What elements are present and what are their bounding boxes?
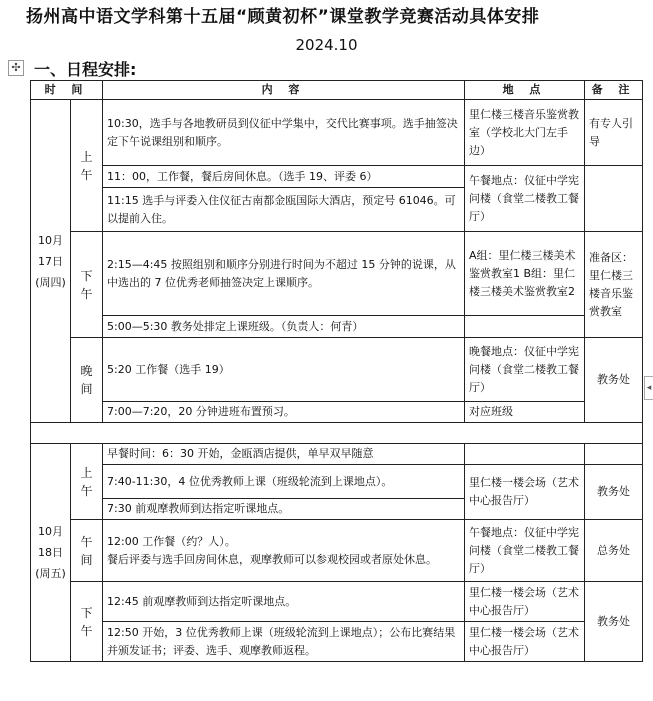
period-label: 下午 — [71, 232, 103, 338]
period-label: 下午 — [71, 582, 103, 662]
day-label: 10月17日(周四) — [31, 100, 71, 423]
table-row — [31, 338, 643, 402]
table-cell: 里仁楼三楼音乐鉴赏教室（学校北大门左手边） — [465, 100, 585, 166]
table-cell: 7:40-11:30，4 位优秀教师上课（班级轮流到上课地点）。 — [103, 465, 465, 499]
table-cell: 教务处 — [585, 465, 643, 520]
header-note: 备 注 — [585, 81, 643, 100]
table-cell — [585, 166, 643, 232]
table-cell: 总务处 — [585, 520, 643, 582]
table-row — [31, 316, 643, 338]
table-row — [31, 100, 643, 166]
table-cell: 教务处 — [585, 338, 643, 423]
period-label: 晚间 — [71, 338, 103, 423]
table-header-row — [31, 81, 643, 100]
table-cell — [585, 444, 643, 465]
table-row — [31, 520, 643, 582]
table-cell: 晚餐地点：仪征中学宪问楼（食堂二楼教工餐厅） — [465, 338, 585, 402]
day-label: 10月18日(周五) — [31, 444, 71, 662]
header-time: 时 间 — [31, 81, 103, 100]
table-row — [31, 465, 643, 499]
table-cell: 教务处 — [585, 582, 643, 662]
separator-row — [31, 423, 643, 444]
noon-meal-text: 12:00 工作餐（约？人）。 — [107, 534, 236, 548]
section-heading: 一、日程安排: — [34, 60, 137, 79]
table-cell: 11:15 选手与评委入住仪征古南都金瓯国际大酒店，预定号 61046。可以提前入住。 — [103, 188, 465, 232]
table-row — [31, 402, 643, 423]
table-cell: 5:20 工作餐（选手 19） — [103, 338, 465, 402]
table-cell: 12:50 开始，3 位优秀教师上课（班级轮流到上课地点）；公布比赛结果并颁发证书；评委、选手、观摩教师返程。 — [103, 622, 465, 662]
table-cell — [465, 316, 585, 338]
table-cell: 里仁楼一楼会场（艺术中心报告厅） — [465, 465, 585, 520]
schedule-table — [30, 80, 643, 662]
table-cell: 准备区：里仁楼三楼音乐鉴赏教室 — [585, 232, 643, 338]
table-row — [31, 232, 643, 316]
table-cell: 午餐地点：仪征中学宪问楼（食堂二楼教工餐厅） — [465, 520, 585, 582]
table-cell: 有专人引导 — [585, 100, 643, 166]
table-cell: 10:30，选手与各地教研员到仪征中学集中，交代比赛事项。选手抽签决定下午说课组别和顺序。 — [103, 100, 465, 166]
table-cell — [103, 520, 465, 582]
period-label: 午间 — [71, 520, 103, 582]
side-collapse-icon[interactable]: ◂ — [644, 376, 653, 400]
period-label: 上午 — [71, 100, 103, 232]
table-cell — [465, 444, 585, 465]
table-row — [31, 582, 643, 622]
table-row — [31, 622, 643, 662]
table-cell: 5:00—5:30 教务处排定上课班级。（负责人：何青） — [103, 316, 465, 338]
table-cell: 早餐时间：6：30 开始，金瓯酒店提供，单早双早随意 — [103, 444, 465, 465]
noon-rest-text: 餐后评委与选手回房间休息，观摩教师可以参观校园或者原处休息。 — [107, 552, 437, 566]
table-row — [31, 444, 643, 465]
table-cell: 2:15—4:45 按照组别和顺序分别进行时间为不超过 15 分钟的说课，从中选出的 7 位优秀老师抽签决定上课顺序。 — [103, 232, 465, 316]
table-cell: A组：里仁楼三楼美术鉴赏教室1 B组：里仁楼三楼美术鉴赏教室2 — [465, 232, 585, 316]
header-location: 地 点 — [465, 81, 585, 100]
table-cell: 午餐地点：仪征中学宪问楼（食堂二楼教工餐厅） — [465, 166, 585, 232]
document-date: 2024.10 — [295, 36, 358, 54]
document-title: 扬州高中语文学科第十五届“顾黄初杯”课堂教学竞赛活动具体安排 — [26, 7, 540, 27]
table-move-handle-icon[interactable]: ✣ — [8, 60, 24, 76]
table-cell: 里仁楼一楼会场（艺术中心报告厅） — [465, 622, 585, 662]
table-cell: 7:00—7:20，20 分钟进班布置预习。 — [103, 402, 465, 423]
table-cell: 对应班级 — [465, 402, 585, 423]
table-cell: 7:30 前观摩教师到达指定听课地点。 — [103, 499, 465, 520]
table-row — [31, 166, 643, 188]
header-content: 内 容 — [103, 81, 465, 100]
table-cell: 里仁楼一楼会场（艺术中心报告厅） — [465, 582, 585, 622]
period-label: 上午 — [71, 444, 103, 520]
table-cell: 11：00，工作餐，餐后房间休息。（选手 19、评委 6） — [103, 166, 465, 188]
table-cell: 12:45 前观摩教师到达指定听课地点。 — [103, 582, 465, 622]
